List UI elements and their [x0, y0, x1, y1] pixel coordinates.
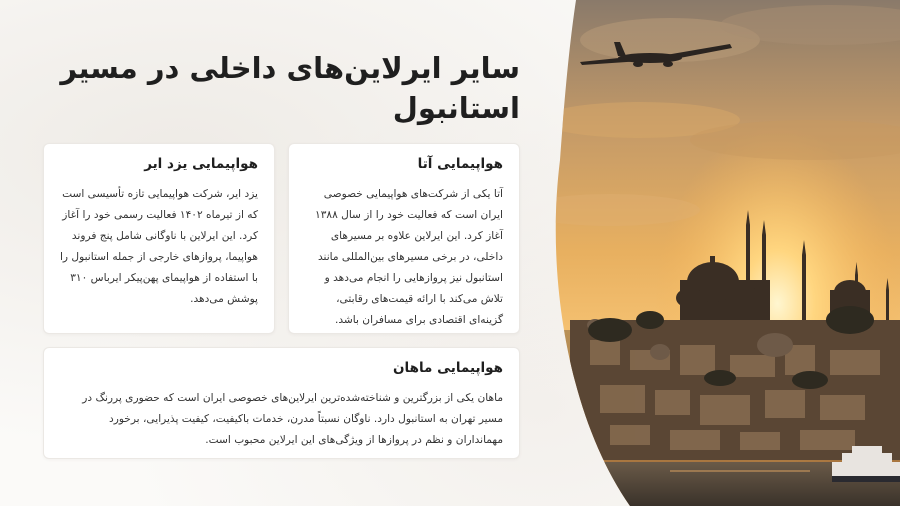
- istanbul-sunset-photo: [550, 0, 900, 506]
- card-body: ماهان یکی از بزرگترین و شناخته‌شده‌ترین ایرلاین‌های خصوصی ایران است که حضوری پررنگ در مسیر تهران به استانبول دارد. ناوگان نسبتاً مدرن، خدمات باکیفیت، کیفیت پذیرایی، برخورد مهمانداران و نظم در پروازها از ویژگی‌های این ایرلاین محبوب است.: [82, 392, 503, 446]
- card-heading: هواپیمایی ماهان: [393, 360, 503, 376]
- card-heading: هواپیمایی آتا: [417, 156, 503, 172]
- card-body: آتا یکی از شرکت‌های هواپیمایی خصوصی ایران است که فعالیت خود را از سال ۱۳۸۸ آغاز کرد. این ایرلاین علاوه بر مسیرهای داخلی، در برخی مسیرهای بین‌المللی مانند استانبول نیز پروازهایی را انجام می‌دهد و تلاش می‌کند با ارائه قیمت‌های رقابتی، گزینه‌ای اقتصادی برای مسافران باشد.: [315, 188, 503, 326]
- card-body: یزد ایر، شرکت هواپیمایی تازه تأسیسی است که از تیرماه ۱۴۰۲ فعالیت رسمی خود را آغاز کرد. این ایرلاین با ناوگانی شامل پنج فروند هواپیما، پروازهای خارجی از جمله استانبول را با استفاده از هواپیمای پهن‌پیکر ایرباس ۳۱۰ پوشش می‌دهد.: [59, 188, 258, 305]
- page-title: سایر ایرلاین‌های داخلی در مسیر استانبول: [60, 51, 520, 125]
- airline-card-ata: [288, 143, 520, 334]
- card-heading: هواپیمایی یزد ایر: [144, 156, 258, 172]
- istanbul-skyline-image: [550, 0, 900, 506]
- airline-card-yazd-air: [43, 143, 275, 334]
- airline-card-mahan: [43, 347, 520, 459]
